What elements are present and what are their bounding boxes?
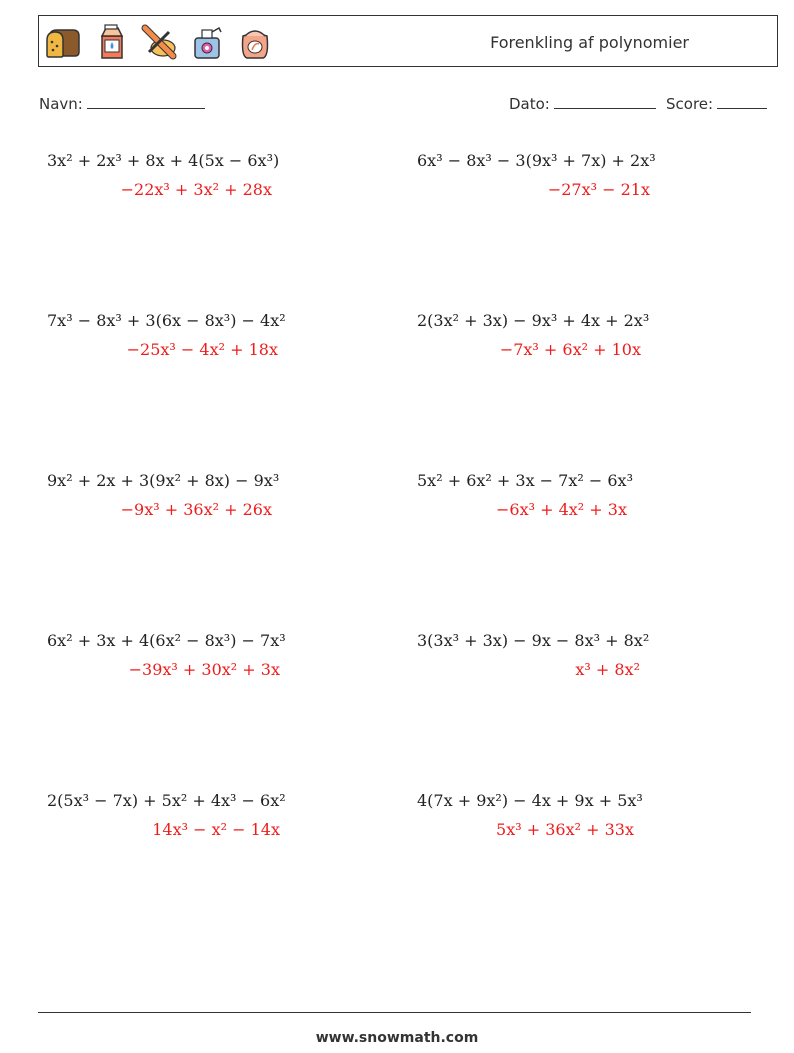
name-blank[interactable] xyxy=(87,93,205,109)
problem-answer: −27x³ − 21x xyxy=(547,180,650,199)
problem-expression: 6x² + 3x + 4(6x² − 8x³) − 7x³ xyxy=(47,631,286,650)
problem-answer: 14x³ − x² − 14x xyxy=(152,820,280,839)
problem-answer: −22x³ + 3x² + 28x xyxy=(120,180,272,199)
problem-answer: −6x³ + 4x² + 3x xyxy=(496,500,627,519)
flour-sack-icon xyxy=(235,22,275,62)
problem-answer: −9x³ + 36x² + 26x xyxy=(120,500,272,519)
problem-expression: 2(3x² + 3x) − 9x³ + 4x + 2x³ xyxy=(417,311,650,330)
problem-expression: 3(3x³ + 3x) − 9x − 8x³ + 8x² xyxy=(417,631,650,650)
problem-4 xyxy=(417,311,777,391)
worksheet-title: Forenkling af polynomier xyxy=(490,33,689,52)
problem-5 xyxy=(47,471,407,551)
spray-bottle-icon xyxy=(187,22,227,62)
problem-9 xyxy=(47,791,407,871)
problem-1 xyxy=(47,151,407,231)
name-label: Navn: xyxy=(39,95,83,113)
score-label: Score: xyxy=(666,95,714,113)
problem-2 xyxy=(417,151,777,231)
footer-url[interactable]: www.snowmath.com xyxy=(315,1030,479,1046)
problem-expression: 4(7x + 9x²) − 4x + 9x + 5x³ xyxy=(417,791,643,810)
rolling-pin-icon xyxy=(139,22,179,62)
problem-3 xyxy=(47,311,407,391)
problem-answer: −39x³ + 30x² + 3x xyxy=(128,660,280,679)
footer-divider xyxy=(38,1012,751,1013)
bread-icon xyxy=(43,22,83,62)
problem-expression: 6x³ − 8x³ − 3(9x³ + 7x) + 2x³ xyxy=(417,151,656,170)
problem-answer: x³ + 8x² xyxy=(575,660,640,679)
problem-6 xyxy=(417,471,777,551)
problem-8 xyxy=(417,631,777,711)
problem-answer: −7x³ + 6x² + 10x xyxy=(499,340,641,359)
name-field[interactable] xyxy=(39,93,205,113)
score-blank[interactable] xyxy=(717,93,767,109)
date-label: Dato: xyxy=(509,95,550,113)
problem-expression: 3x² + 2x³ + 8x + 4(5x − 6x³) xyxy=(47,151,280,170)
problem-expression: 9x² + 2x + 3(9x² + 8x) − 9x³ xyxy=(47,471,280,490)
worksheet-header xyxy=(38,15,778,67)
problem-expression: 7x³ − 8x³ + 3(6x − 8x³) − 4x² xyxy=(47,311,286,330)
problem-answer: 5x³ + 36x² + 33x xyxy=(496,820,634,839)
score-field[interactable] xyxy=(666,93,767,113)
problem-7 xyxy=(47,631,407,711)
problem-10 xyxy=(417,791,777,871)
header-icons xyxy=(43,22,275,62)
date-field[interactable] xyxy=(509,93,656,113)
milk-carton-icon xyxy=(91,22,131,62)
problem-answer: −25x³ − 4x² + 18x xyxy=(126,340,278,359)
problem-expression: 2(5x³ − 7x) + 5x² + 4x³ − 6x² xyxy=(47,791,286,810)
date-blank[interactable] xyxy=(554,93,656,109)
problem-expression: 5x² + 6x² + 3x − 7x² − 6x³ xyxy=(417,471,633,490)
